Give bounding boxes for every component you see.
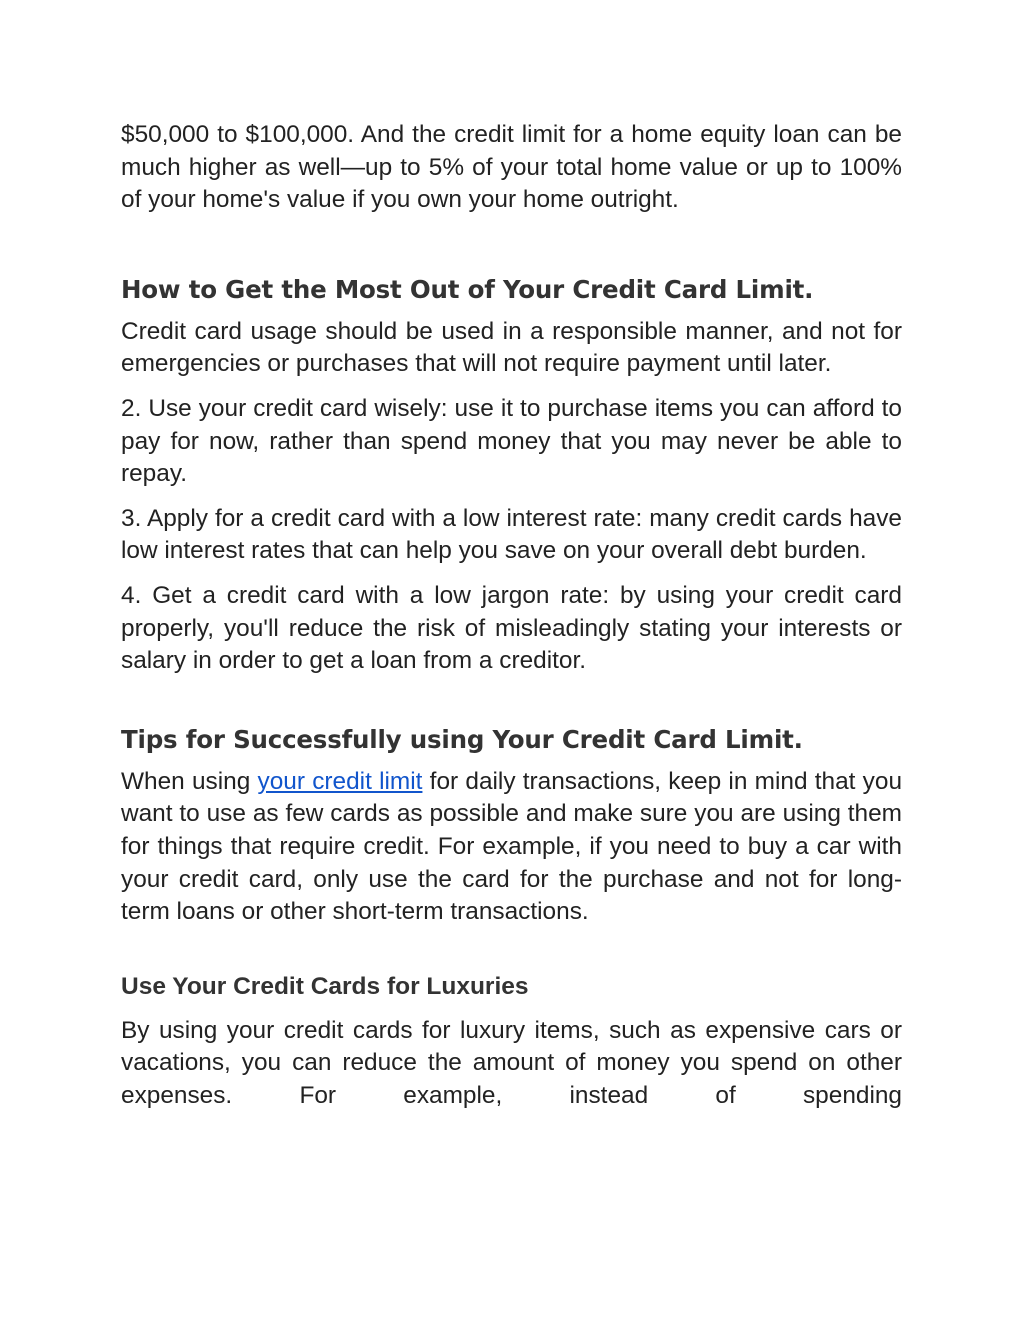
section1-paragraph-4: 4. Get a credit card with a low jargon rate: by using your credit card properly, you'll reduce the risk of misleadingly stating your interests or salary in order to get a loan from a creditor. — [121, 581, 902, 675]
section1-paragraph-3: 3. Apply for a credit card with a low interest rate: many credit cards have low interest rates that can help you save on your overall debt burden. — [121, 504, 902, 565]
section-heading-most-out: How to Get the Most Out of Your Credit Card Limit. — [121, 274, 814, 304]
section-heading-luxuries: Use Your Credit Cards for Luxuries — [121, 972, 529, 1000]
intro-paragraph: $50,000 to $100,000. And the credit limit for a home equity loan can be much higher as well—up to 5% of your total home value or up to 100% of your home's value if you own your home outright. — [121, 121, 902, 214]
credit-limit-link[interactable]: your credit limit — [257, 767, 423, 795]
section1-paragraph-1: Credit card usage should be used in a responsible manner, and not for emergencies or purchases that will not require payment until later. — [121, 317, 902, 378]
section2-text-after-link: for daily transactions, keep in mind that you want to use as few cards as possible and make sure you are using them for things that require credit. For example, if you need to buy a car with your credit card, only use the card for the purchase and not for long-term loans or other short-term transactions. — [121, 767, 903, 926]
section1-paragraph-2: 2. Use your credit card wisely: use it to purchase items you can afford to pay for now, rather than spend money that you may never be able to repay. — [121, 394, 902, 488]
section2-paragraph — [121, 766, 902, 929]
section2-text-before-link: When using — [121, 767, 258, 795]
document-page — [121, 119, 902, 1112]
section3-paragraph: By using your credit cards for luxury items, such as expensive cars or vacations, you can reduce the amount of money you spend on other expenses. For example, instead of spending — [121, 1016, 902, 1109]
section-heading-tips: Tips for Successfully using Your Credit Card Limit. — [121, 724, 803, 754]
